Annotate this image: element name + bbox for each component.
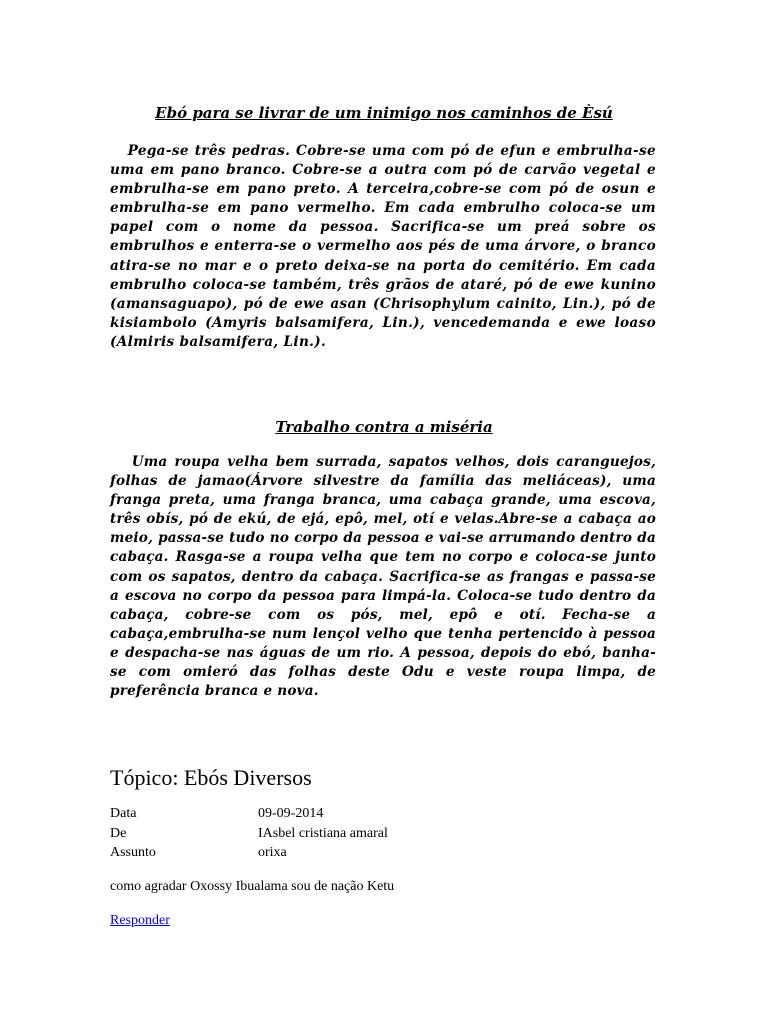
reply-link[interactable]: Responder — [110, 913, 170, 928]
section-body-ebo-inimigo — [110, 142, 656, 352]
section-body-text: Uma roupa velha bem surrada, sapatos velhos, dois caranguejos, folhas de jamao(Árvore silvestre da família das meliáceas), uma franga preta, uma franga branca, uma cabaça grande, uma escova, três obís, pó de ekú, de ejá, epô, mel, otí e velas.Abre-se a cabaça ao meio, passa-se tudo no corpo da pessoa e vai-se arrumando dentro da cabaça. Rasga-se a roupa velha que tem no corpo e coloca-se junto com os sapatos, dentro da cabaça. Sacrifica-se as frangas e passa-se a escova no corpo da pessoa para limpá-la. Coloca-se tudo dentro da cabaça, cobre-se com os pós, mel, epô e otí. Fecha-se a cabaça,embrulha-se num lençol velho que tenha pertencido à pessoa e despacha-se nas águas de um rio. A pessoa, depois do ebó, banha-se com omieró das folhas deste Odu e veste roupa limpa, de preferência branca e nova. — [110, 454, 656, 700]
meta-value: 09-09-2014 — [258, 806, 324, 821]
meta-label: Assunto — [110, 845, 156, 860]
meta-value: IAsbel cristiana amaral — [258, 825, 388, 841]
section-title-ebo-inimigo: Ebó para se livrar de um inimigo nos caminhos de Èsú — [155, 104, 613, 122]
topic-meta-table — [110, 804, 610, 863]
meta-value: orixa — [258, 845, 287, 860]
meta-row-date — [110, 804, 610, 824]
section-body-text: Pega-se três pedras. Cobre-se uma com pó de efun e embrulha-se uma em pano branco. Cobre-se a outra com pó de carvão vegetal e embrulha-se em pano preto. A terceira,cobre-se com pó de osun e embrulha-se em pano vermelho. Em cada embrulho coloca-se um papel com o nome da pessoa. Sacrifica-se um preá sobre os embrulhos e enterra-se o vermelho aos pés de uma árvore, o branco atira-se no mar e o preto deixa-se na porta do cemitério. Em cada embrulho coloca-se também, três grãos de ataré, pó de ewe kunino (amansaguapo), pó de ewe asan (Chrisophylum cainito, Lin.), pó de kisiambolo (Amyris balsamifera, Lin.), vencedemanda e ewe loaso (Almiris balsamifera, Lin.). — [110, 143, 657, 350]
meta-row-author — [110, 824, 610, 844]
meta-label: De — [110, 825, 127, 841]
section-body-trabalho-miseria — [110, 453, 656, 701]
topic-message: como agradar Oxossy Ibualama sou de nação Ketu — [110, 879, 395, 894]
topic-title: Tópico: Ebós Diversos — [110, 765, 312, 790]
meta-label: Data — [110, 806, 137, 821]
meta-row-subject — [110, 843, 610, 863]
section-title-trabalho-miseria: Trabalho contra a miséria — [275, 418, 493, 436]
